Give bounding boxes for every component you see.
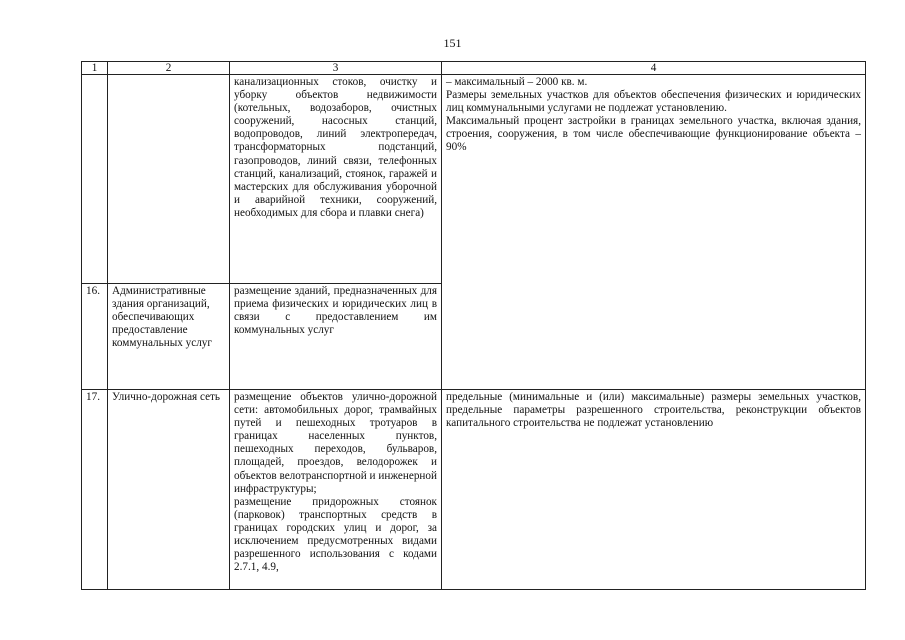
row-name-cell: Улично-дорожная сеть [108,390,230,590]
table-row-continuation [82,75,866,284]
parameter-max-area: – максимальный – 2000 кв. м. [446,76,588,88]
row-name-cell [108,75,230,284]
parameter-build-percent: Максимальный процент застройки в границах земельного участка, включая здания, строения, сооружения, в том числе обеспечивающие функционирование объекта – 90% [446,115,861,154]
row-number-cell [82,75,108,284]
table-row-17 [82,390,866,590]
row-name-cell: Административные здания организаций, обеспечивающих предоставление коммунальных услуг [108,284,230,390]
header-cell-3: 3 [230,62,442,75]
table-header-row [82,62,866,75]
row-number-cell: 17. [82,390,108,590]
description-part-2: размещение придорожных стоянок (парковок) транспортных средств в границах городских улиц и дорог, за исключением предусмотренных видами разрешенного использования с кодами 2.7.1, 4.9, [234,495,437,574]
page-number: 151 [443,36,462,50]
header-cell-1: 1 [82,62,108,75]
regulations-table [81,61,866,590]
row-description-cell: канализационных стоков, очистку и уборку объектов недвижимости (котельных, водозаборов, очистных сооружений, насосных станций, водопроводов, линий электропередач, трансформаторных подстанций, газопроводов, линий связи, телефонных станций, канализаций, стоянок, гаражей и мастерских для обслуживания уборочной и аварийной техники, сооружений, необходимых для сбора и плавки снега) [230,75,442,284]
row-number-cell: 16. [82,284,108,390]
header-cell-4: 4 [442,62,866,75]
header-cell-2: 2 [108,62,230,75]
row-description-cell [230,390,442,590]
parameter-area-note: Размеры земельных участков для объектов обеспечения физических и юридических лиц коммунальными услугами не подлежат установлению. [446,89,861,115]
description-part-1: размещение объектов улично-дорожной сети: автомобильных дорог, трамвайных путей и пешеходных тротуаров в границах населенных пунктов, пешеходных переходов, бульваров, площадей, проездов, велодорожек и объектов велотранспортной и инженерной инфраструктуры; [234,391,437,495]
row-parameters-cell: предельные (минимальные и (или) максимальные) размеры земельных участков, предельные параметры разрешенного строительства, реконструкции объектов капитального строительства не подлежат установлению [442,390,866,590]
row-parameters-cell [442,75,866,390]
row-description-cell: размещение зданий, предназначенных для приема физических и юридических лиц в связи с предоставлением им коммунальных услуг [230,284,442,390]
